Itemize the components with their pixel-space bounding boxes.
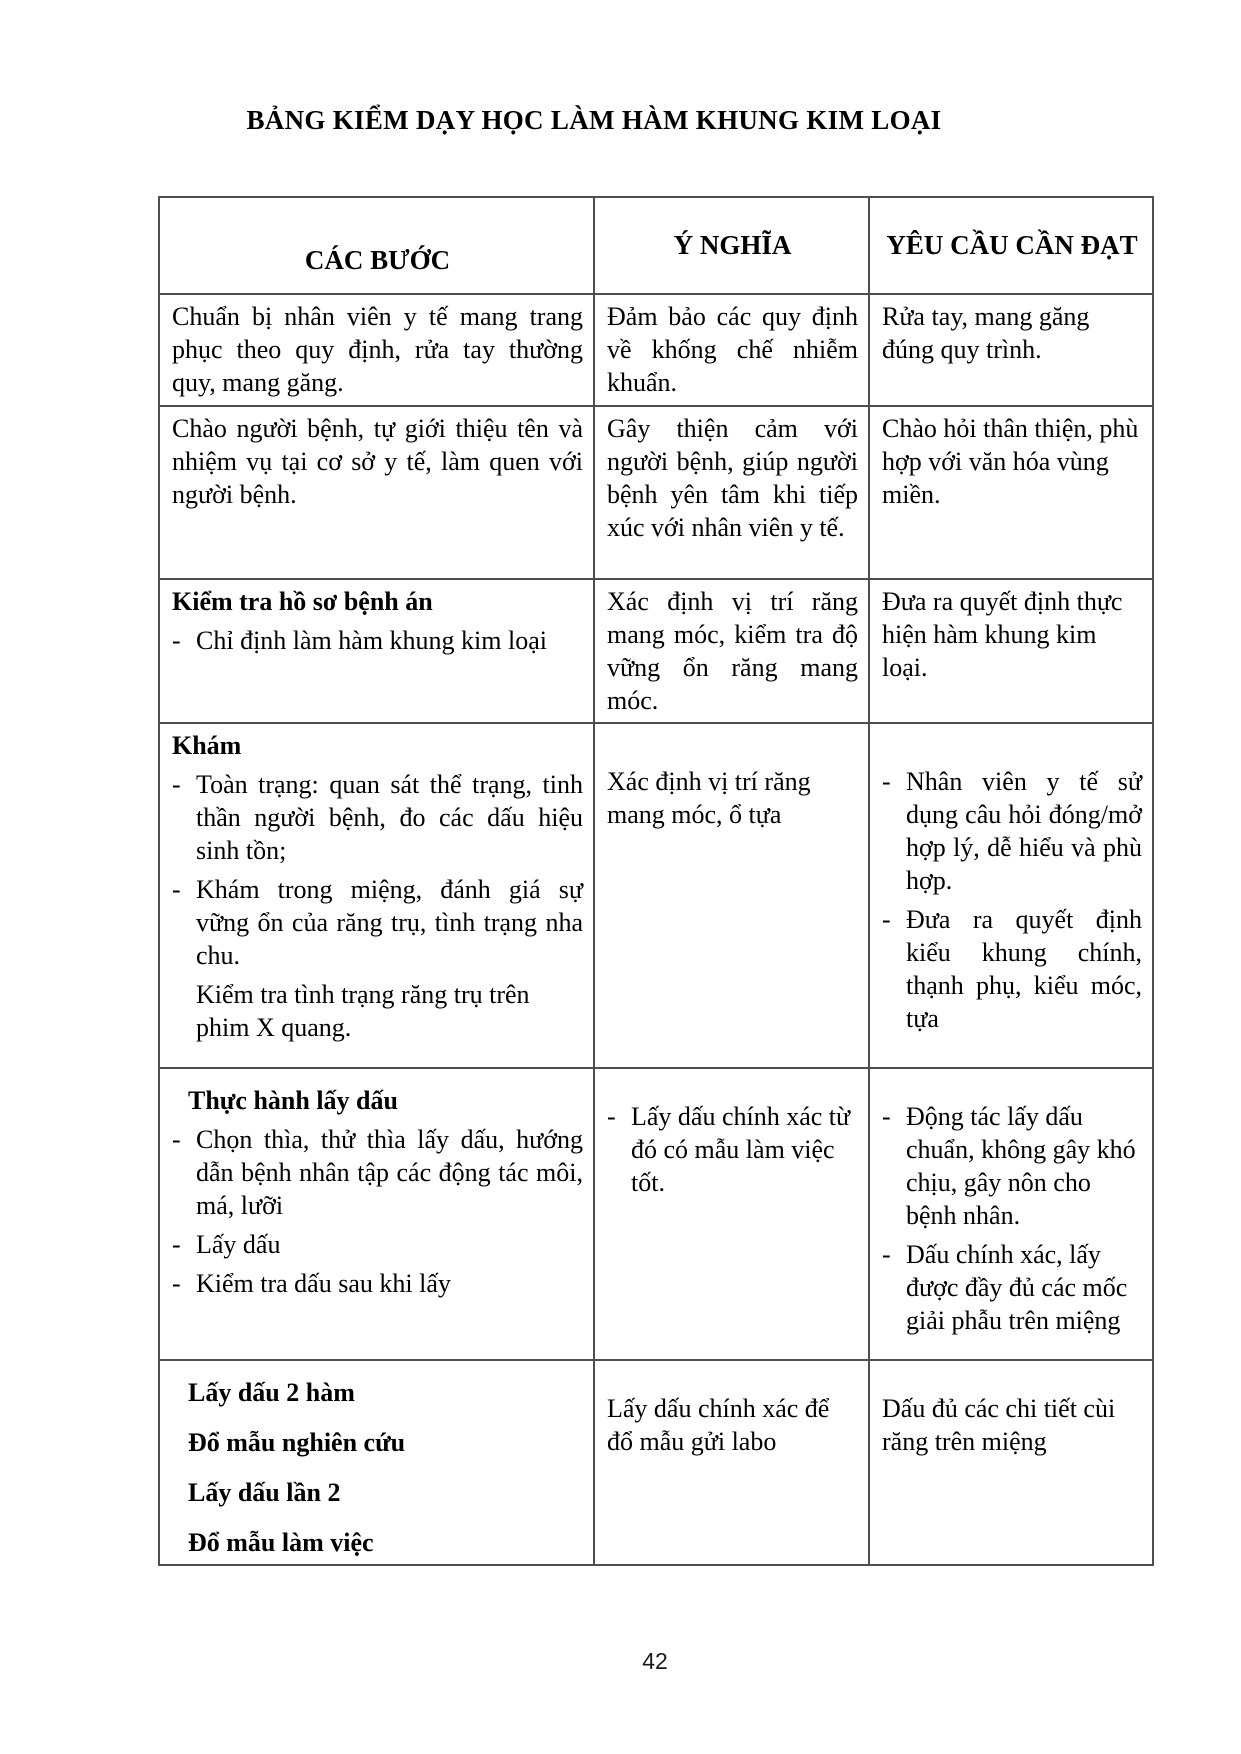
cell-paragraph [172, 1476, 583, 1509]
cell-r6-c3 [869, 1360, 1153, 1565]
paragraph-text: Rửa tay, mang găng đúng quy trình. [882, 302, 1090, 364]
paragraph-text: Đảm bảo các quy định về khống chế nhiễm khuẩn. [607, 302, 858, 397]
cell-r4-c2 [594, 723, 869, 1068]
paragraph-text: Lấy dấu chính xác từ đó có mẫu làm việc tốt. [631, 1102, 851, 1197]
column-header-2 [869, 197, 1153, 294]
table-row [159, 723, 1153, 1068]
bullet-item [172, 873, 583, 972]
cell-paragraph [607, 300, 858, 399]
column-header-label: YÊU CẦU CẦN ĐẠT [886, 230, 1138, 260]
table-row [159, 406, 1153, 579]
cell-r1-c2 [594, 294, 869, 406]
cell-r3-c1 [159, 579, 594, 723]
paragraph-text: Chọn thìa, thử thìa lấy dấu, hướng dẫn bệnh nhân tập các động tác môi, má, lưỡi [196, 1125, 583, 1220]
bullet-item [172, 768, 583, 867]
cell-paragraph [607, 1392, 858, 1458]
bullet-dash: - [172, 875, 181, 904]
bullet-dash: - [172, 1269, 181, 1298]
cell-paragraph [172, 978, 583, 1044]
paragraph-text: Động tác lấy dấu chuẩn, không gây khó chịu, gây nôn cho bệnh nhân. [906, 1102, 1136, 1230]
cell-r3-c3 [869, 579, 1153, 723]
paragraph-text: Đổ mẫu nghiên cứu [188, 1428, 406, 1457]
table-row [159, 1068, 1153, 1360]
table-body [159, 294, 1153, 1565]
paragraph-text: Lấy dấu [196, 1230, 281, 1259]
bullet-item [882, 765, 1142, 897]
cell-paragraph [172, 585, 583, 618]
cell-r4-c1 [159, 723, 594, 1068]
paragraph-text: Đưa ra quyết định thực hiện hàm khung kim loại. [882, 587, 1123, 682]
bullet-item [172, 1228, 583, 1261]
cell-paragraph [172, 1084, 583, 1117]
paragraph-text: Lấy dấu 2 hàm [188, 1378, 355, 1407]
cell-paragraph [172, 1376, 583, 1409]
bullet-item [882, 1238, 1142, 1337]
column-header-1 [594, 197, 869, 294]
cell-r5-c3 [869, 1068, 1153, 1360]
paragraph-text: Xác định vị trí răng mang móc, ổ tựa [607, 767, 811, 829]
bullet-item [607, 1100, 858, 1199]
bullet-dash: - [882, 1240, 891, 1269]
table-row [159, 294, 1153, 406]
cell-r4-c3 [869, 723, 1153, 1068]
cell-r3-c2 [594, 579, 869, 723]
cell-r1-c1 [159, 294, 594, 406]
cell-r5-c1 [159, 1068, 594, 1360]
cell-paragraph [607, 585, 858, 717]
bullet-dash: - [882, 905, 891, 934]
column-header-0 [159, 197, 594, 294]
bullet-dash: - [172, 1125, 181, 1154]
bullet-dash: - [607, 1102, 616, 1131]
paragraph-text: Khám trong miệng, đánh giá sự vững ổn của răng trụ, tình trạng nha chu. [196, 875, 583, 970]
paragraph-text: Chào người bệnh, tự giới thiệu tên và nhiệm vụ tại cơ sở y tế, làm quen với người bệnh. [172, 414, 583, 509]
paragraph-text: Dấu chính xác, lấy được đầy đủ các mốc giải phẫu trên miệng [906, 1240, 1128, 1335]
paragraph-text: Khám [172, 731, 242, 760]
paragraph-text: Lấy dấu lần 2 [188, 1478, 341, 1507]
paragraph-text: Dấu đủ các chi tiết cùi răng trên miệng [882, 1394, 1116, 1456]
column-header-label: Ý NGHĨA [673, 230, 792, 260]
page-number: 42 [642, 1648, 668, 1674]
table-row [159, 579, 1153, 723]
cell-r5-c2 [594, 1068, 869, 1360]
paragraph-text: Chỉ định làm hàm khung kim loại [196, 626, 547, 655]
bullet-item [172, 624, 583, 657]
paragraph-text: Chào hỏi thân thiện, phù hợp với văn hóa vùng miền. [882, 414, 1139, 509]
cell-r2-c3 [869, 406, 1153, 579]
cell-r2-c1 [159, 406, 594, 579]
bullet-item [882, 1100, 1142, 1232]
bullet-dash: - [172, 1230, 181, 1259]
cell-paragraph [172, 1426, 583, 1459]
paragraph-text: Chuẩn bị nhân viên y tế mang trang phục theo quy định, rửa tay thường quy, mang găng. [172, 302, 583, 397]
paragraph-text: Kiểm tra dấu sau khi lấy [196, 1269, 451, 1298]
paragraph-text: Xác định vị trí răng mang móc, kiểm tra độ vững ổn răng mang móc. [607, 587, 858, 715]
cell-paragraph [172, 729, 583, 762]
paragraph-text: Kiểm tra tình trạng răng trụ trên phim X quang. [196, 980, 530, 1042]
cell-paragraph [882, 585, 1142, 684]
bullet-dash: - [882, 767, 891, 796]
cell-paragraph [882, 1392, 1142, 1458]
cell-paragraph [172, 1526, 583, 1559]
paragraph-text: Đổ mẫu làm việc [188, 1528, 374, 1557]
paragraph-text: Đưa ra quyết định kiểu khung chính, thạnh phụ, kiểu móc, tựa [906, 905, 1142, 1033]
cell-paragraph [882, 412, 1142, 511]
cell-r2-c2 [594, 406, 869, 579]
cell-paragraph [882, 300, 1142, 366]
bullet-item [172, 1123, 583, 1222]
cell-r6-c2 [594, 1360, 869, 1565]
column-header-label: CÁC BƯỚC [304, 245, 451, 275]
bullet-dash: - [172, 770, 181, 799]
paragraph-text: Toàn trạng: quan sát thể trạng, tinh thần người bệnh, đo các dấu hiệu sinh tồn; [196, 770, 583, 865]
cell-paragraph [172, 412, 583, 511]
checklist-table [158, 196, 1154, 1566]
paragraph-text: Nhân viên y tế sử dụng câu hỏi đóng/mở hợp lý, dễ hiểu và phù hợp. [906, 767, 1142, 895]
bullet-item [172, 1267, 583, 1300]
cell-r6-c1 [159, 1360, 594, 1565]
paragraph-text: Lấy dấu chính xác để đổ mẫu gửi labo [607, 1394, 830, 1456]
cell-paragraph [172, 300, 583, 399]
cell-paragraph [607, 412, 858, 544]
cell-r1-c3 [869, 294, 1153, 406]
bullet-dash: - [172, 626, 181, 655]
paragraph-text: Gây thiện cảm với người bệnh, giúp người bệnh yên tâm khi tiếp xúc với nhân viên y tế. [607, 414, 858, 542]
table-header-row [159, 197, 1153, 294]
paragraph-text: Thực hành lấy dấu [188, 1086, 398, 1115]
table-row [159, 1360, 1153, 1565]
bullet-dash: - [882, 1102, 891, 1131]
bullet-item [882, 903, 1142, 1035]
page-title: BẢNG KIỂM DẠY HỌC LÀM HÀM KHUNG KIM LOẠI [246, 105, 942, 135]
cell-paragraph [607, 765, 858, 831]
paragraph-text: Kiểm tra hồ sơ bệnh án [172, 587, 433, 616]
